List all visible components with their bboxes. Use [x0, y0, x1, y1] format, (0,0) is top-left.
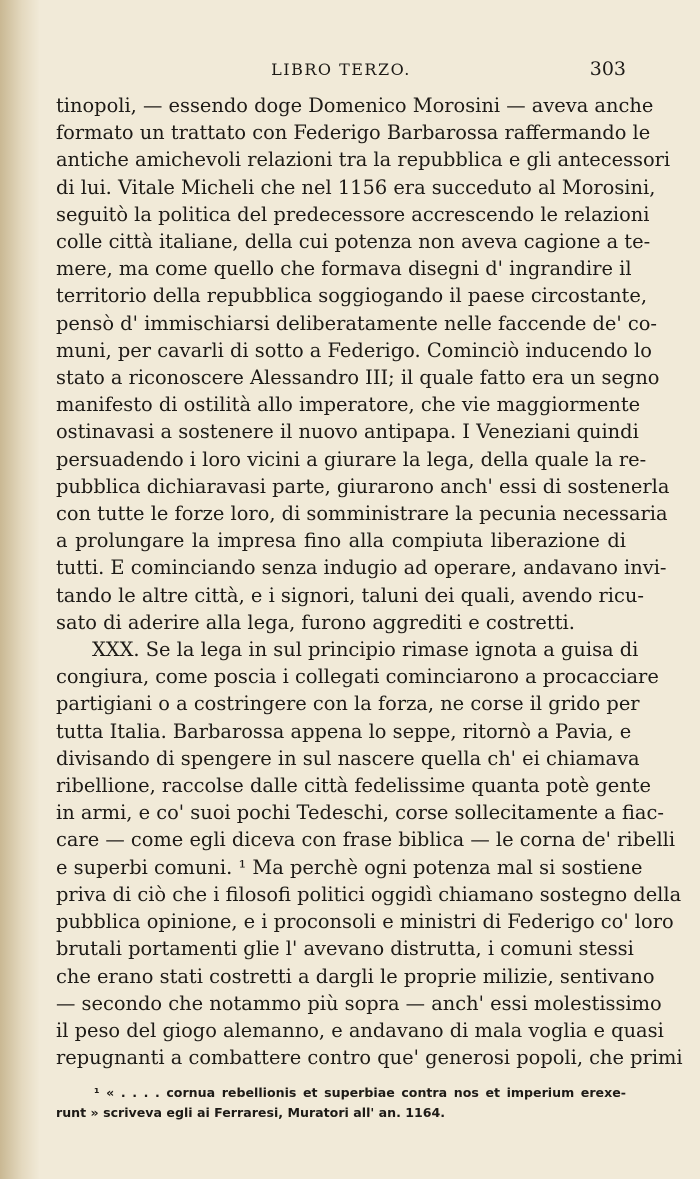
text-line: pensò d' immischiarsi deliberatamente nelle faccende de' co- — [56, 311, 657, 335]
text-line: tinopoli, — essendo doge Domenico Morosini — aveva anche — [56, 94, 654, 117]
text-line: a prolungare la impresa fino alla compiuta liberazione di — [56, 529, 626, 553]
footnote-line: ¹ « . . . . cornua rebellionis et superbiae contra nos et imperium erexe- — [94, 1085, 626, 1101]
text-line: tutti. E cominciando senza indugio ad operare, andavano invi- — [56, 556, 667, 580]
text-line: priva di ciò che i filosofi politici oggidì chiamano sostegno della — [56, 882, 682, 906]
text-line: in armi, e co' suoi pochi Tedeschi, corse sollecitamente a fiac- — [56, 801, 664, 825]
text-line: territorio della repubblica soggiogando il paese circostante, — [56, 284, 647, 308]
text-line: colle città italiane, della cui potenza non aveva cagione a te- — [56, 230, 651, 254]
body-text — [56, 92, 683, 1071]
text-line: con tutte le forze loro, di somministrare la pecunia necessaria — [56, 502, 668, 526]
text-line: repugnanti a combattere contro que' generosi popoli, che primi — [56, 1046, 683, 1070]
text-line: divisando di spengere in sul nascere quella ch' ei chiamava — [56, 746, 640, 770]
text-line: il peso del giogo alemanno, e andavano di mala voglia e quasi — [56, 1018, 664, 1042]
text-line: brutali portamenti glie l' avevano distrutta, i comuni stessi — [56, 937, 634, 961]
page-number: 303 — [589, 58, 626, 80]
text-line: persuadendo i loro vicini a giurare la lega, della quale la re- — [56, 447, 647, 471]
text-line: congiura, come poscia i collegati cominciarono a procacciare — [56, 665, 659, 689]
binding-shadow — [0, 0, 40, 1179]
text-line: mere, ma come quello che formava disegni d' ingrandire il — [56, 257, 632, 281]
text-line: di lui. Vitale Micheli che nel 1156 era succeduto al Morosini, — [56, 175, 656, 199]
footnote-line: runt » scriveva egli ai Ferraresi, Muratori all' an. 1164. — [56, 1105, 446, 1121]
text-line: care — come egli diceva con frase biblica — le corna de' ribelli — [56, 828, 676, 852]
text-line: antiche amichevoli relazioni tra la repubblica e gli antecessori — [56, 148, 671, 172]
text-line: pubblica dichiaravasi parte, giurarono anch' essi di sostenerla — [56, 474, 670, 498]
text-line: — secondo che notammo più sopra — anch' essi molestissimo — [56, 991, 662, 1015]
footnote — [56, 1083, 626, 1123]
section-opening-line: XXX. Se la lega in sul principio rimase ignota a guisa di — [92, 638, 639, 662]
text-line: tutta Italia. Barbarossa appena lo seppe, ritornò a Pavia, e — [56, 719, 632, 743]
text-line: manifesto di ostilità allo imperatore, che vie maggiormente — [56, 393, 641, 417]
text-line: tando le altre città, e i signori, taluni dei quali, avendo ricu- — [56, 583, 644, 607]
text-line: formato un trattato con Federigo Barbarossa raffermando le — [56, 121, 651, 145]
text-line: muni, per cavarli di sotto a Federigo. Cominciò inducendo lo — [56, 338, 652, 362]
running-head — [56, 60, 626, 90]
text-line: che erano stati costretti a dargli le proprie milizie, sentivano — [56, 964, 655, 988]
text-line: e superbi comuni. ¹ Ma perchè ogni potenza mal si sostiene — [56, 855, 643, 879]
text-line: ostinavasi a sostenere il nuovo antipapa. I Veneziani quindi — [56, 420, 639, 444]
text-line: stato a riconoscere Alessandro III; il quale fatto era un segno — [56, 366, 660, 390]
running-title: LIBRO TERZO. — [271, 60, 411, 79]
text-line: partigiani o a costringere con la forza, ne corse il grido per — [56, 692, 640, 716]
text-line: ribellione, raccolse dalle città fedelissime quanta potè gente — [56, 774, 652, 798]
text-line: pubblica opinione, e i proconsoli e ministri di Federigo co' loro — [56, 910, 674, 934]
book-page — [56, 58, 683, 1123]
text-line: seguitò la politica del predecessore accrescendo le relazioni — [56, 202, 650, 226]
text-line: sato di aderire alla lega, furono aggrediti e costretti. — [56, 610, 575, 634]
